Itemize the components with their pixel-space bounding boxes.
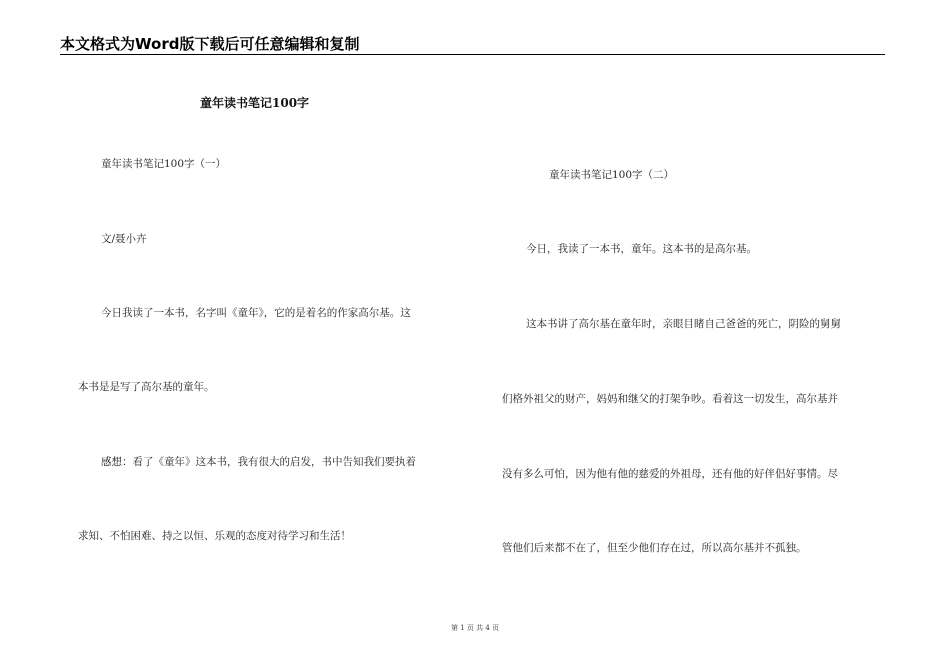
left-author: 文/聂小卉 xyxy=(101,233,147,245)
right-paragraph-line: 这本书讲了高尔基在童年时，亲眼目睹自己爸爸的死亡，阴险的舅舅 xyxy=(526,318,841,330)
page-number: 第 1 页 共 4 页 xyxy=(450,624,500,632)
left-paragraph-line: 感想：看了《童年》这本书，我有很大的启发，书中告知我们要执着 xyxy=(101,456,416,468)
left-paragraph-line: 求知、不怕困难、持之以恒、乐观的态度对待学习和生活！ xyxy=(78,530,351,542)
header-divider xyxy=(60,54,885,55)
right-paragraph-line: 们格外祖父的财产，妈妈和继父的打架争吵。看着这一切发生，高尔基并 xyxy=(502,393,838,405)
left-paragraph-line: 今日我读了一本书，名字叫《童年》，它的是着名的作家高尔基。这 xyxy=(101,307,411,319)
right-paragraph-line: 没有多么可怕，因为他有他的慈爱的外祖母，还有他的好伴侣好事情。尽 xyxy=(502,468,838,480)
right-paragraph-line: 今日，我读了一本书，童年。这本书的是高尔基。 xyxy=(526,243,757,255)
right-paragraph-line: 管他们后来都不在了，但至少他们存在过，所以高尔基并不孤独。 xyxy=(502,542,807,554)
document-title: 童年读书笔记100字 xyxy=(200,96,310,110)
left-paragraph-line: 本书是是写了高尔基的童年。 xyxy=(78,381,215,393)
right-heading: 童年读书笔记100字（二） xyxy=(549,169,675,181)
left-heading: 童年读书笔记100字（一） xyxy=(101,158,227,170)
header-title: 本文格式为Word版下载后可任意编辑和复制 xyxy=(60,35,360,53)
